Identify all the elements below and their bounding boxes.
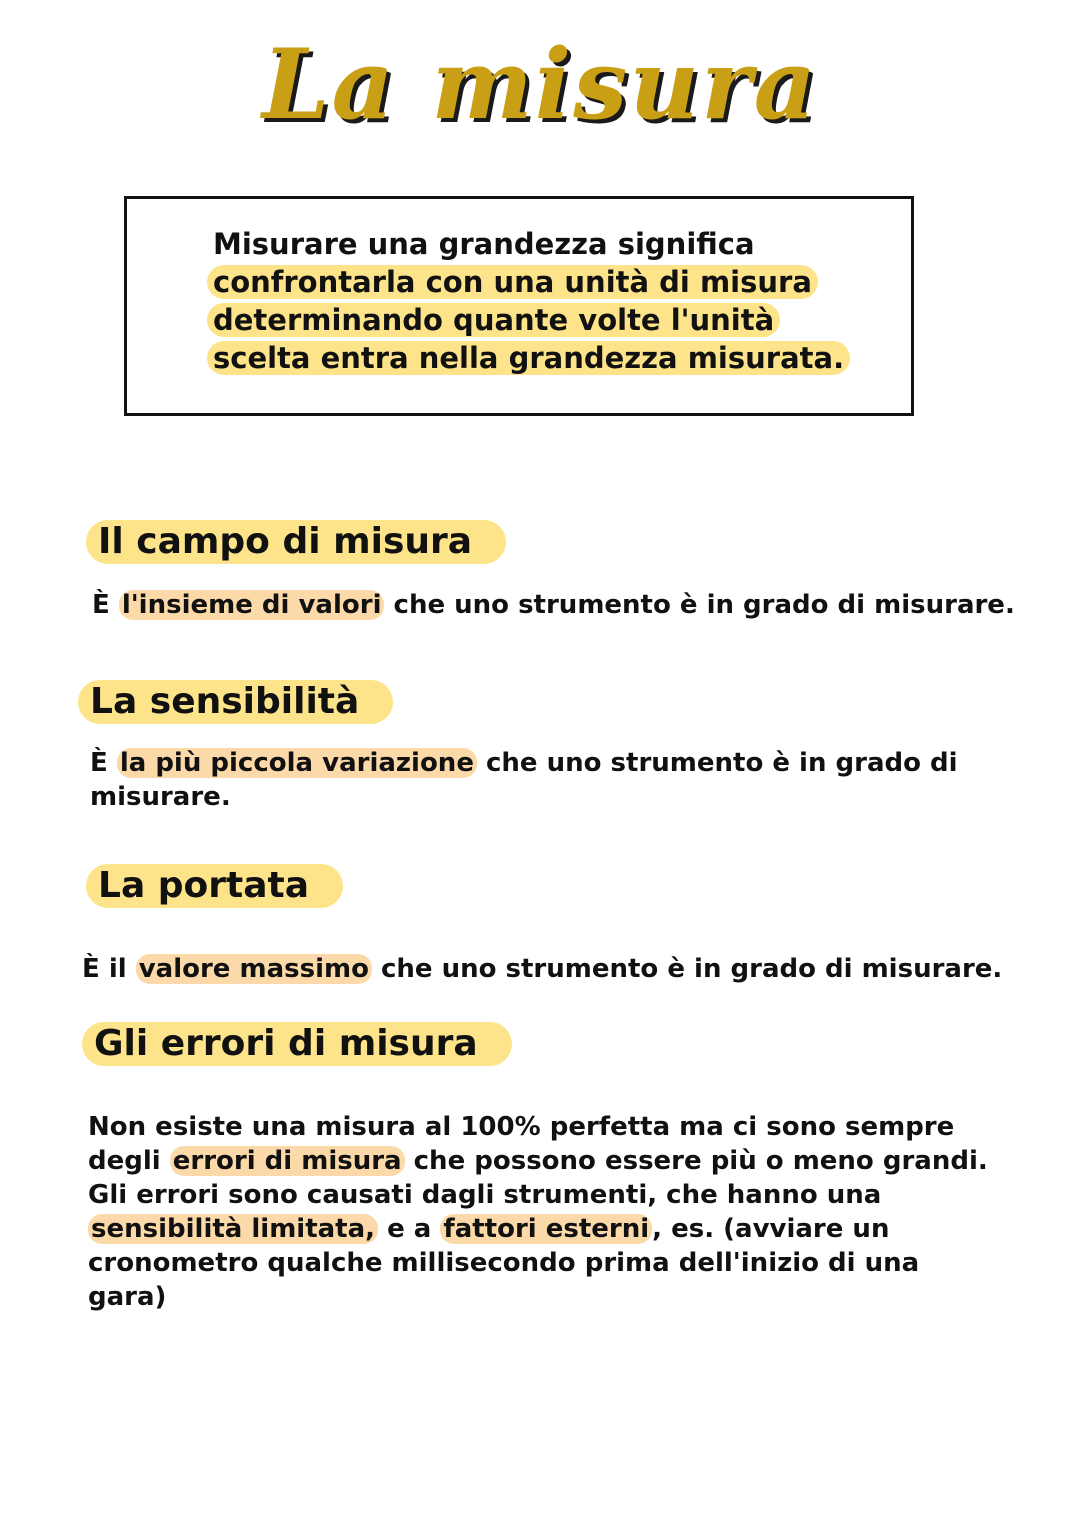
definition-line: scelta entra nella grandezza misurata. — [207, 341, 850, 375]
text-segment: cronometro qualche millisecondo prima dell'inizio di una — [88, 1248, 920, 1278]
text-segment: È il — [82, 954, 136, 984]
section-heading-sensibilita: La sensibilità — [78, 680, 393, 724]
text-segment: È — [92, 590, 119, 620]
section-text-errori — [88, 1110, 988, 1314]
text-segment: È — [90, 748, 117, 778]
section-heading-campo: Il campo di misura — [86, 520, 506, 564]
definition-line: determinando quante volte l'unità — [207, 303, 780, 337]
highlighted-term: sensibilità limitata, — [88, 1214, 378, 1244]
section-heading-portata: La portata — [86, 864, 343, 908]
highlighted-term: la più piccola variazione — [117, 748, 477, 778]
text-segment: che uno strumento è in grado di misurare. — [384, 590, 1015, 620]
highlighted-term: l'insieme di valori — [119, 590, 385, 620]
text-segment: Non esiste una misura al 100% perfetta ma ci sono sempre — [88, 1112, 955, 1142]
section-text-sensibilita — [90, 746, 958, 814]
definition-line: Misurare una grandezza significa — [213, 227, 755, 261]
text-segment: , es. (avviare un — [652, 1214, 890, 1244]
definition-box — [124, 196, 914, 416]
text-segment: misurare. — [90, 782, 231, 812]
text-segment: che uno strumento è in grado di — [476, 748, 958, 778]
highlighted-term: errori di misura — [170, 1146, 405, 1176]
text-segment: che possono essere più o meno grandi. — [404, 1146, 988, 1176]
text-segment: gara) — [88, 1282, 167, 1312]
section-heading-errori: Gli errori di misura — [82, 1022, 512, 1066]
text-segment: Gli errori sono causati dagli strumenti, che hanno una — [88, 1180, 882, 1210]
text-segment: e a — [378, 1214, 441, 1244]
highlighted-term: valore massimo — [136, 954, 372, 984]
definition-line: confrontarla con una unità di misura — [207, 265, 818, 299]
page-title: La misura — [262, 28, 818, 141]
section-text-campo — [92, 588, 1015, 622]
text-segment: che uno strumento è in grado di misurare. — [371, 954, 1003, 984]
text-segment: degli — [88, 1146, 170, 1176]
section-text-portata — [82, 952, 1002, 986]
highlighted-term: fattori esterni — [440, 1214, 652, 1244]
